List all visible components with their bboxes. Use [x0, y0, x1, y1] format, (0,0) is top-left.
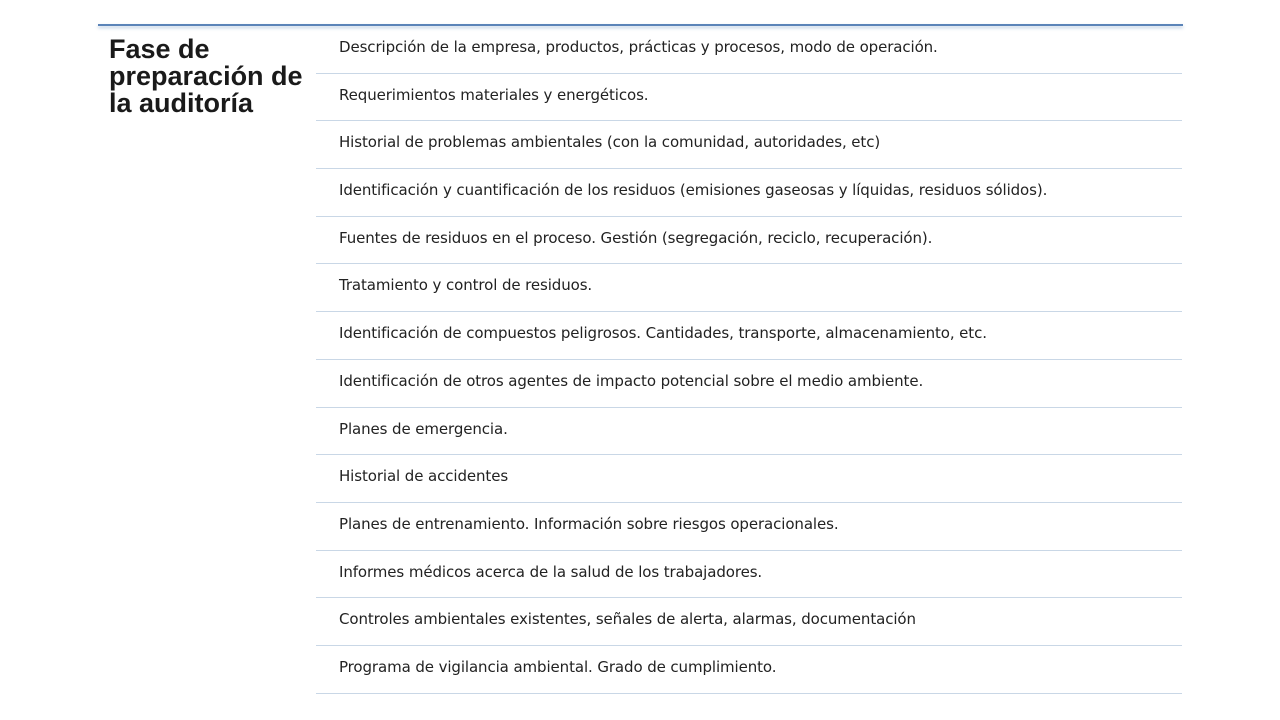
list-item: Fuentes de residuos en el proceso. Gestión (segregación, reciclo, recuperación).	[316, 217, 1182, 265]
list-item: Identificación y cuantificación de los residuos (emisiones gaseosas y líquidas, residuos sólidos).	[316, 169, 1182, 217]
list-item: Planes de emergencia.	[316, 408, 1182, 456]
list-item: Tratamiento y control de residuos.	[316, 264, 1182, 312]
requirements-list	[316, 26, 1182, 694]
list-item: Controles ambientales existentes, señales de alerta, alarmas, documentación	[316, 598, 1182, 646]
list-item: Informes médicos acerca de la salud de los trabajadores.	[316, 551, 1182, 599]
list-item: Historial de accidentes	[316, 455, 1182, 503]
section-title: Fase de preparación de la auditoría	[109, 34, 303, 118]
list-item: Historial de problemas ambientales (con la comunidad, autoridades, etc)	[316, 121, 1182, 169]
list-item: Identificación de otros agentes de impacto potencial sobre el medio ambiente.	[316, 360, 1182, 408]
list-item: Planes de entrenamiento. Información sobre riesgos operacionales.	[316, 503, 1182, 551]
list-item: Identificación de compuestos peligrosos. Cantidades, transporte, almacenamiento, etc.	[316, 312, 1182, 360]
list-item: Descripción de la empresa, productos, prácticas y procesos, modo de operación.	[316, 26, 1182, 74]
list-item: Requerimientos materiales y energéticos.	[316, 74, 1182, 122]
list-item: Programa de vigilancia ambiental. Grado de cumplimiento.	[316, 646, 1182, 694]
